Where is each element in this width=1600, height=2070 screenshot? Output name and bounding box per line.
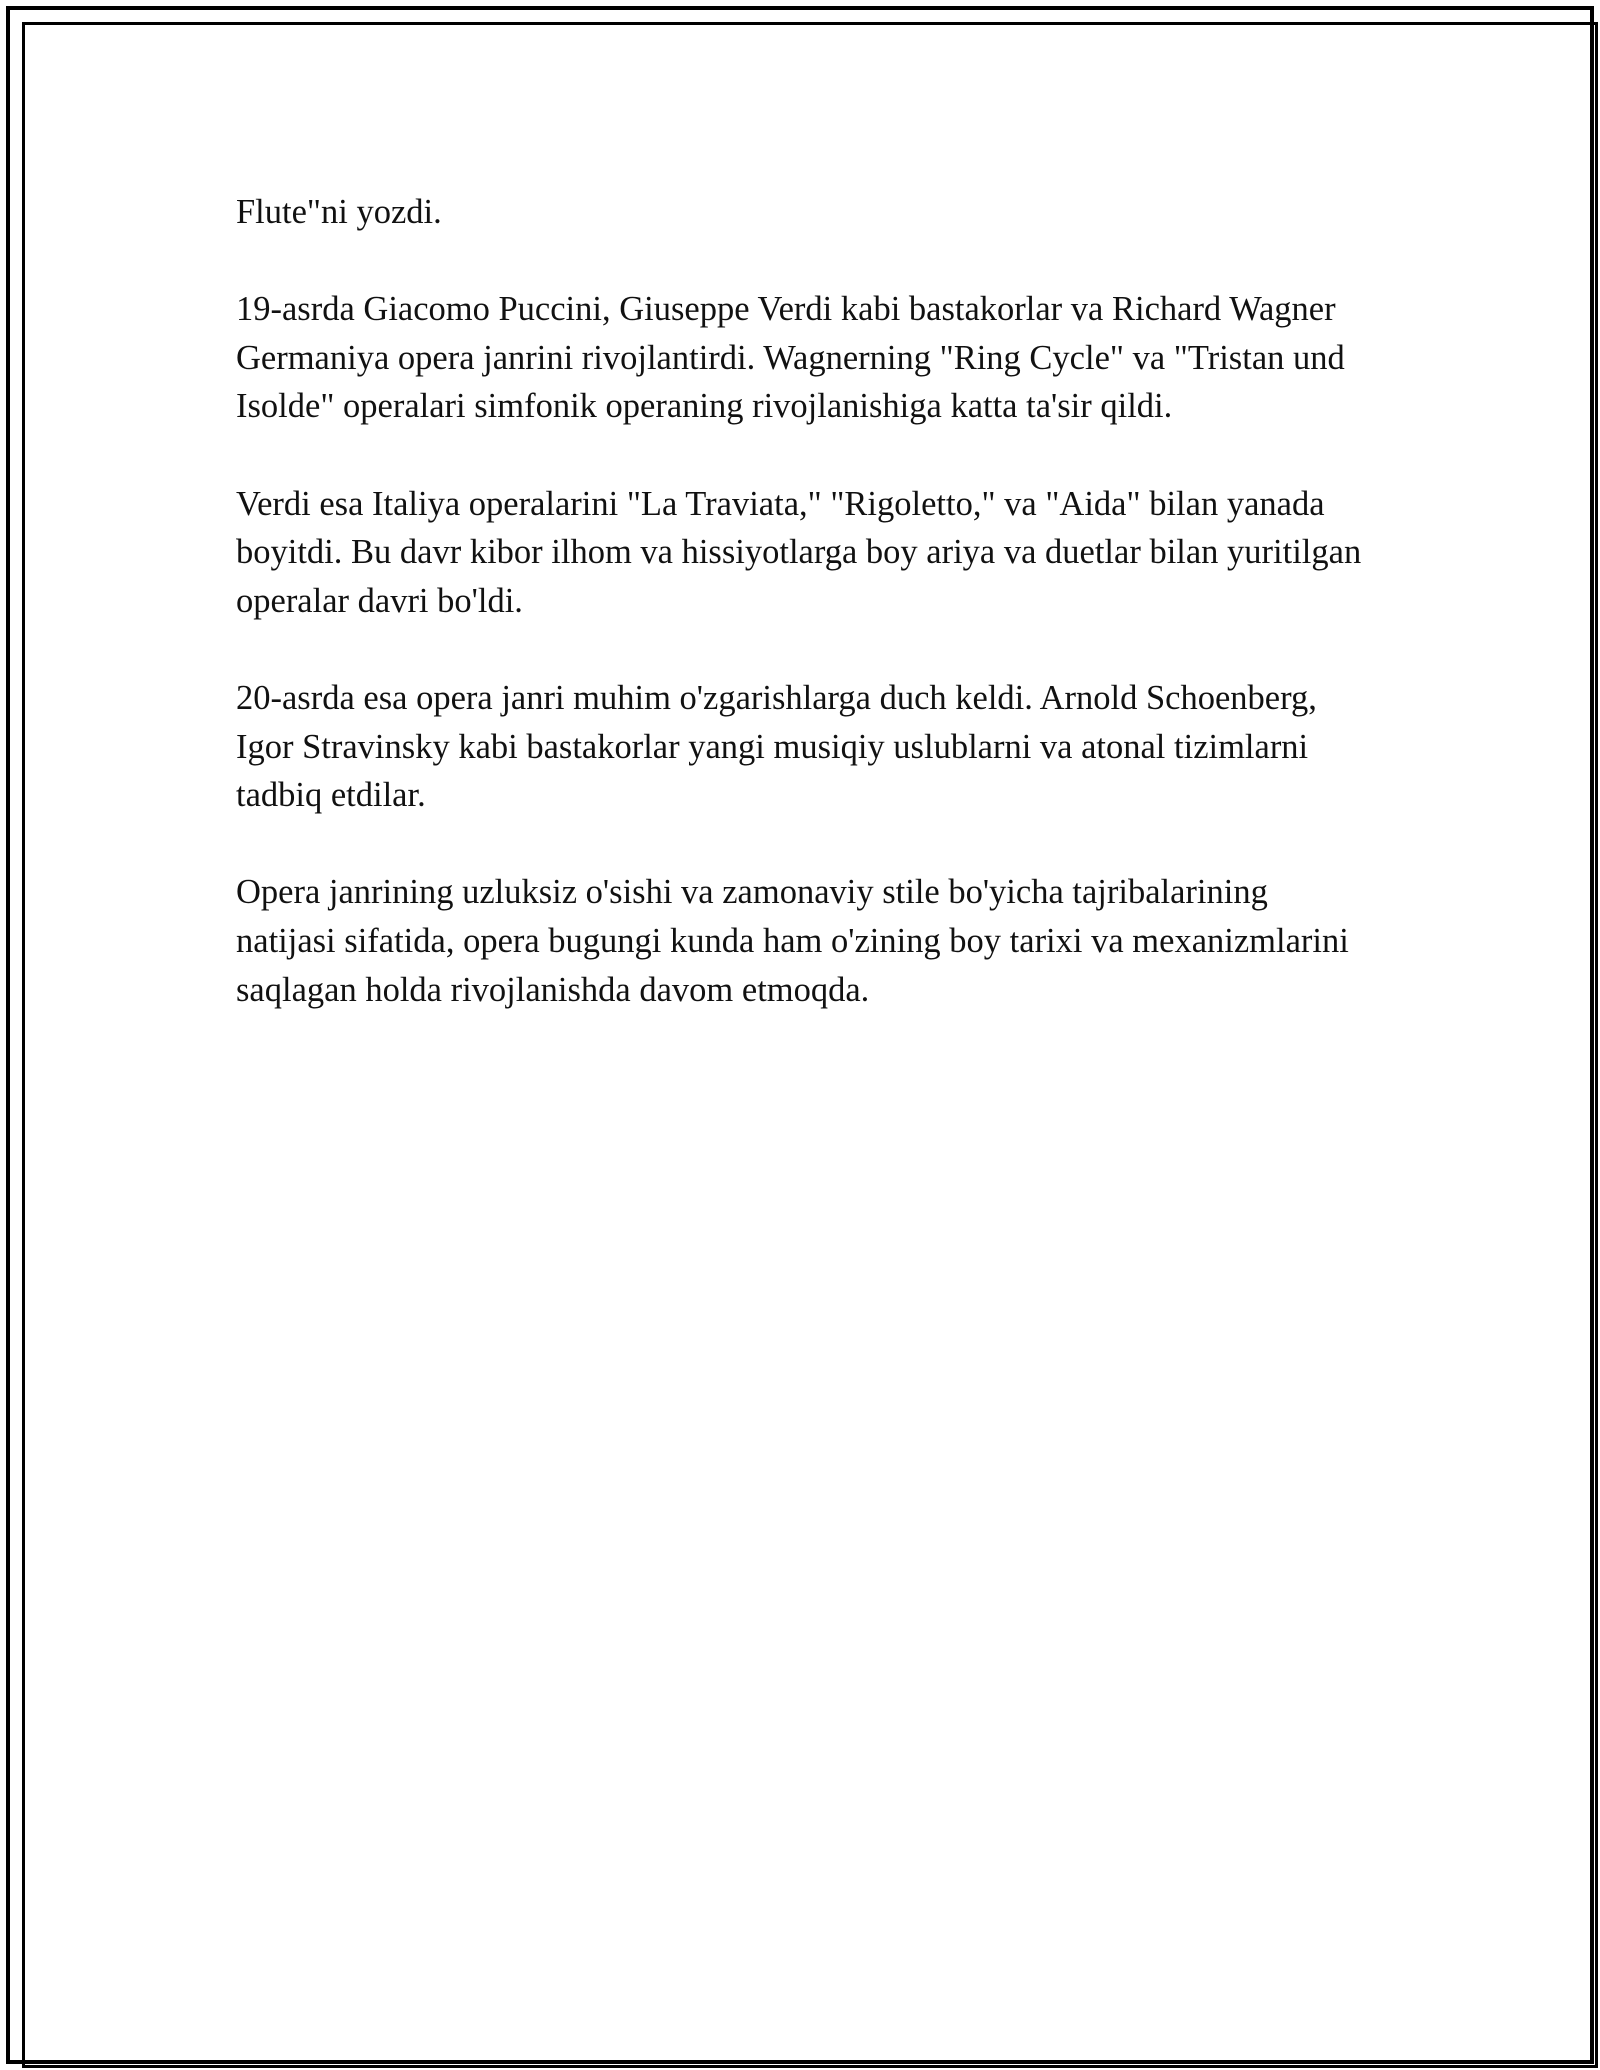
paragraph-4: 20-asrda esa opera janri muhim o'zgarishlarga duch keldi. Arnold Schoenberg, Igor Stravinsky kabi bastakorlar yangi musiqiy uslublarni va atonal tizimlarni tadbiq etdilar. [236, 678, 1317, 815]
document-body [236, 188, 1366, 1014]
paragraph-5: Opera janrining uzluksiz o'sishi va zamonaviy stile bo'yicha tajribalarining natijasi sifatida, opera bugungi kunda ham o'zining boy tarixi va mexanizmlarini saqlagan holda rivojlanishda davom etmoqda. [236, 873, 1349, 1009]
paragraph-3: Verdi esa Italiya operalarini "La Traviata," "Rigoletto," va "Aida" bilan yanada boyitdi. Bu davr kibor ilhom va hissiyotlarga boy ariya va duetlar bilan yuritilgan operalar davri bo'ldi. [236, 484, 1362, 620]
paragraph-1: Flute"ni yozdi. [236, 193, 442, 231]
paragraph-2: 19-asrda Giacomo Puccini, Giuseppe Verdi kabi bastakorlar va Richard Wagner Germaniya opera janrini rivojlantirdi. Wagnerning "Ring Cycle" va "Tristan und Isolde" operalari simfonik operaning rivojlanishiga katta ta'sir qildi. [236, 290, 1345, 426]
